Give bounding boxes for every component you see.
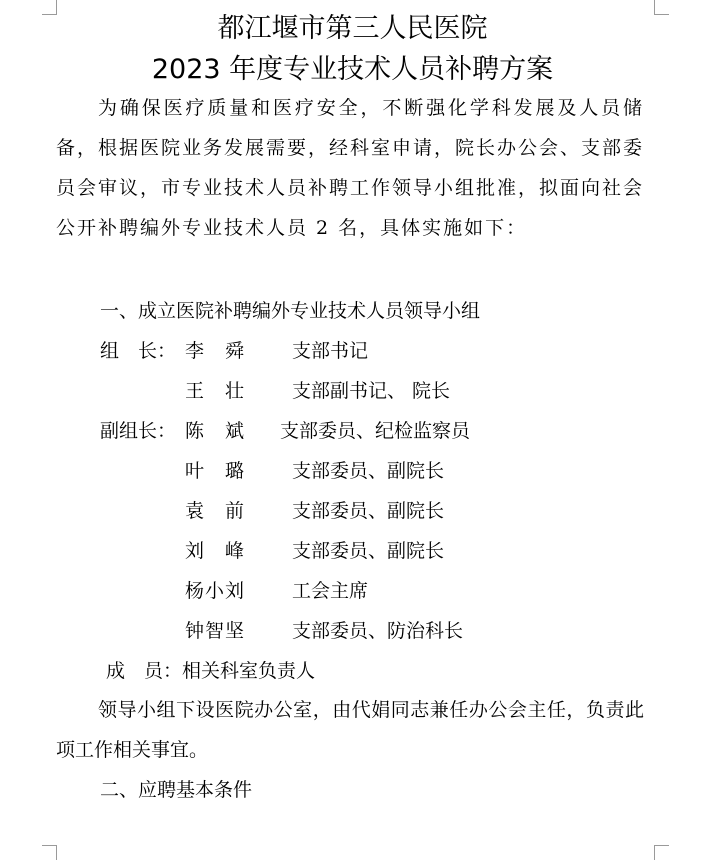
- section1-heading: 一、成立医院补聘编外专业技术人员领导小组: [100, 300, 481, 322]
- document-title-line2: 2023 年度专业技术人员补聘方案: [151, 54, 554, 85]
- group-member-duty: 支部委员、纪检监察员: [280, 420, 471, 442]
- group-member-duty: 支部委员、副院长: [292, 540, 445, 562]
- group-member-name: 叶 璐: [185, 460, 246, 482]
- group-member-duty: 工会主席: [292, 580, 369, 602]
- group-member-name: 李 舜: [185, 340, 246, 362]
- members-line: 成 员：相关科室负责人: [106, 660, 316, 682]
- group-member-duty: 支部委员、防治科长: [292, 620, 464, 642]
- group-member-duty: 支部委员、副院长: [292, 460, 445, 482]
- section2-heading: 二、应聘基本条件: [100, 779, 253, 801]
- intro-paragraph: 为确保医疗质量和医疗安全，不断强化学科发展及人员储备，根据医院业务发展需要，经科室申请，院长办公会、支部委员会审议，市专业技术人员补聘工作领导小组批准，拟面向社会公开补聘编外专业技术人员 2 名，具体实施如下：: [56, 97, 645, 239]
- document-title-line1: 都江堰市第三人民医院: [217, 13, 488, 44]
- group-role-label: 副组长：: [100, 420, 177, 442]
- page-corner-mark: [654, 845, 669, 860]
- office-note-paragraph: 领导小组下设医院办公室，由代娟同志兼任办公会主任，负责此项工作相关事宜。: [56, 699, 644, 761]
- group-member-name: 王 壮: [185, 380, 246, 402]
- group-role-label: 组 长：: [100, 340, 177, 362]
- group-member-duty: 支部书记: [292, 340, 369, 362]
- group-member-name: 陈 斌: [185, 420, 246, 442]
- group-member-name: 钟智坚: [185, 620, 246, 642]
- group-member-name: 刘 峰: [185, 540, 246, 562]
- page-corner-mark: [42, 845, 57, 860]
- group-member-duty: 支部副书记、 院长: [292, 380, 451, 402]
- group-member-name: 杨小刘: [185, 580, 246, 602]
- group-member-name: 袁 前: [185, 500, 246, 522]
- group-member-duty: 支部委员、副院长: [292, 500, 445, 522]
